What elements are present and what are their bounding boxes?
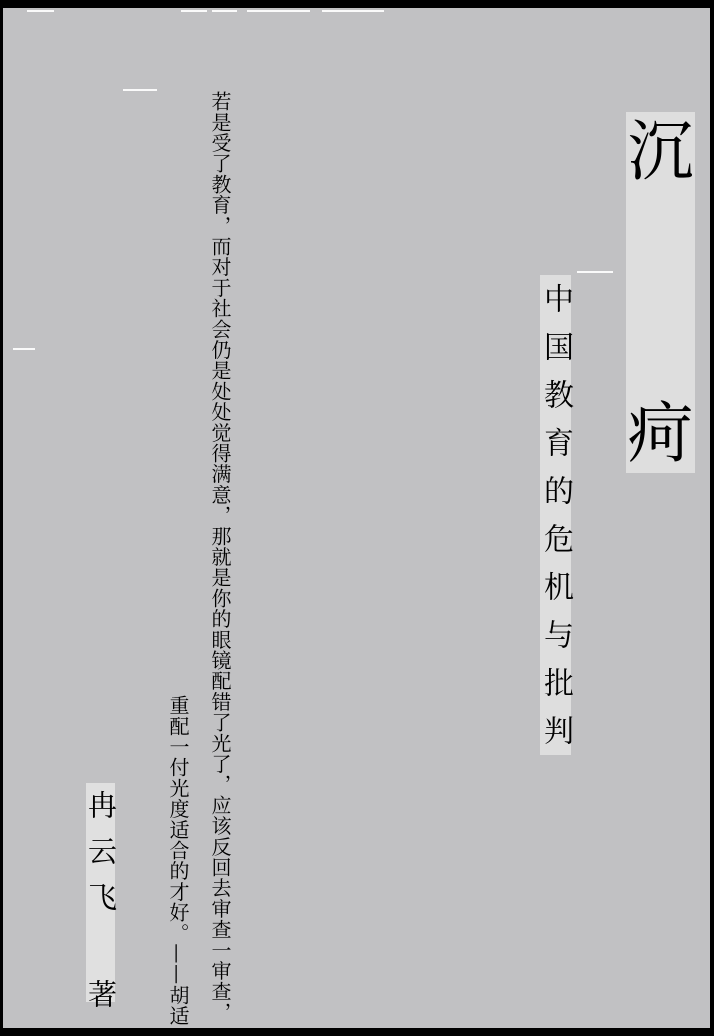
quote-column-1: 若是受了教育，而对于社会仍是处处觉得满意，那就是你的眼镜配错了光了，应该反回去审查一审查， (208, 91, 232, 1023)
quote-column-2: 重配一付光度适合的才好。——胡适 (166, 695, 190, 1027)
scan-artifact-line (27, 10, 54, 12)
scan-artifact-line (322, 10, 384, 12)
scan-artifact-line (247, 10, 310, 12)
scan-artifact-line (13, 348, 35, 350)
title-char-ke: 疴 (627, 395, 694, 473)
scan-artifact-line (577, 271, 613, 273)
subtitle-vertical: 中国教育的危机与批判 (540, 275, 571, 755)
scan-artifact-line (181, 10, 207, 12)
author-name: 冉云飞 著 (86, 783, 115, 1002)
scan-artifact-line (123, 89, 157, 91)
scan-artifact-line (212, 10, 237, 12)
title-char-chen: 沉 (627, 113, 694, 190)
title-block (626, 112, 695, 473)
